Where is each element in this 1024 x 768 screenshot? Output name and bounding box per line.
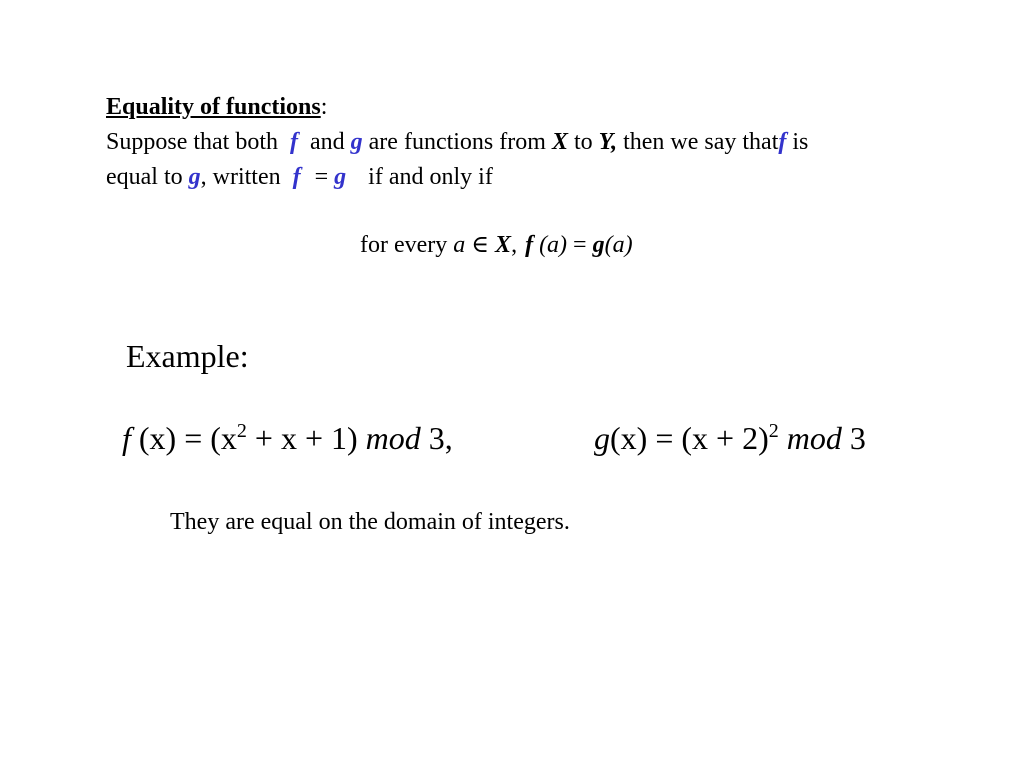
example-label: Example: [126, 338, 249, 374]
formula-g-symbol: g [594, 420, 610, 456]
text-equal-to: equal to [106, 164, 183, 190]
formula-f [122, 420, 453, 456]
conclusion-text: They are equal on the domain of integers. [170, 509, 570, 535]
text-then-we-say-that: then we say that [623, 129, 779, 155]
formula-g-mod: mod [778, 420, 842, 456]
symbol-equals: = [314, 164, 329, 190]
symbol-equals-2: = [573, 232, 587, 258]
formula-g [594, 420, 866, 456]
symbol-g-2: g [188, 164, 201, 190]
symbol-g: g [350, 129, 363, 155]
symbol-f-4: f [525, 232, 534, 258]
formula-f-symbol: f [122, 420, 131, 456]
symbol-X-2: X [495, 232, 512, 258]
formula-g-lhs: (x) = (x + 2) [610, 420, 769, 456]
symbol-f-3: f [292, 164, 301, 190]
heading-colon: : [320, 94, 328, 120]
text-for-every: for every [360, 232, 448, 258]
symbol-f-2: f [778, 129, 787, 155]
formula-f-mod: mod [365, 420, 421, 456]
symbol-comma: , [511, 232, 518, 258]
slide-heading: Equality of functions [106, 94, 321, 120]
formula-f-middle: + x + 1) [246, 420, 366, 456]
symbol-f-of-a: (a) [539, 232, 568, 258]
text-is: is [792, 129, 809, 155]
text-to: to [573, 129, 593, 155]
symbol-X: X [551, 129, 568, 155]
formula-f-rhs: 3, [420, 420, 453, 456]
definition-line-1 [106, 127, 808, 157]
text-are-functions-from: are functions from [368, 129, 546, 155]
symbol-Y: Y, [598, 129, 618, 155]
condition-line [360, 230, 633, 260]
symbol-a: a [453, 232, 466, 258]
definition-line-2 [106, 162, 493, 192]
symbol-element-of: ∈ [471, 232, 490, 258]
formula-f-lhs: (x) = (x [130, 420, 237, 456]
text-if-and-only-if: if and only if [368, 164, 493, 190]
text-suppose: Suppose that both [106, 129, 278, 155]
formula-g-exponent: 2 [768, 420, 779, 442]
text-and: and [310, 129, 345, 155]
heading-line [106, 92, 327, 122]
text-written: , written [200, 164, 281, 190]
symbol-f: f [290, 129, 298, 155]
symbol-g-4: g [592, 232, 605, 258]
symbol-g-of-a: (a) [604, 232, 633, 258]
symbol-g-3: g [334, 164, 347, 190]
formula-g-rhs: 3 [841, 420, 866, 456]
formula-f-exponent: 2 [236, 420, 247, 442]
